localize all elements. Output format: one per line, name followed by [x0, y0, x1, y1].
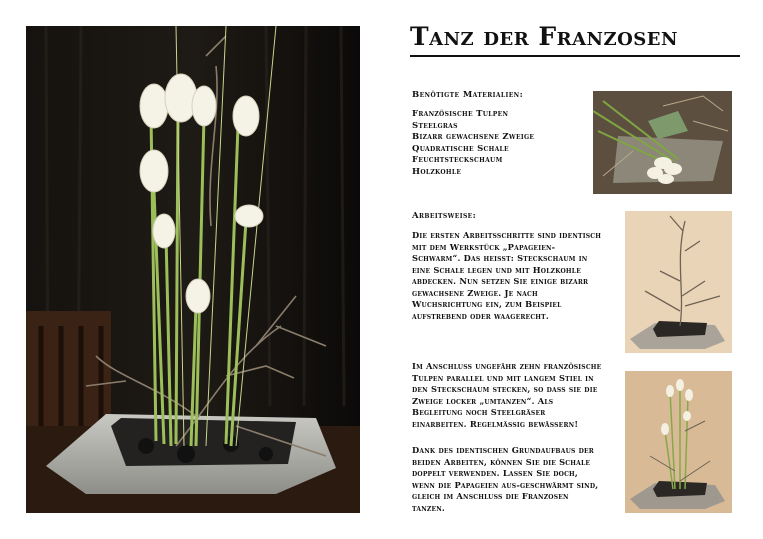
material-item: Französische Tulpen: [412, 109, 509, 119]
page-title: Tanz der Franzosen: [410, 20, 740, 57]
material-item: Steelgras: [412, 120, 458, 131]
step-photo-branches: [625, 211, 732, 353]
method-paragraph-3: Dank des identischen Grundaufbaus der beiden Arbeiten, können Sie die Schale doppelt verwenden. Lassen Sie doch, wenn die Papageien aus-geschwärmt sind, gleich im Anschluss die Franzosen tanzen.: [412, 445, 599, 513]
material-item: Holzkohle: [412, 166, 462, 177]
method-paragraph-1: Die ersten Arbeitsschritte sind identisch mit dem Werkstück „Papageien-Schwarm“. Das heisst: Steckschaum in eine Schale legen und mit Holzkohle abdecken. Nun setzen Sie einige bizarr gewachsene Zweige. Je nach Wuchsrichtung ein, zum Beispiel aufstrebend oder waagerecht.: [412, 230, 602, 321]
method-paragraph-2: Im Anschluss ungefähr zehn französische Tulpen parallel und mit langem Stiel in den Steckschaum stecken, so dass sie die Zweige locker „umtanzen“. Als Begleitung noch Steelgräser einarbeiten. Regelmässig bewässern!: [412, 361, 602, 429]
material-item: Quadratische Schale: [412, 143, 509, 154]
main-arrangement-photo: [26, 26, 360, 513]
material-item: Bizarr gewachsene Zweige: [412, 132, 535, 143]
material-item: Feuchtsteckschaum: [412, 155, 503, 166]
materials-photo: [593, 91, 732, 194]
materials-list: [412, 109, 534, 179]
method-heading: Arbeitsweise:: [412, 211, 477, 221]
materials-heading: Benötigte Materialien:: [412, 90, 524, 100]
step-photo-tulips: [625, 371, 732, 513]
